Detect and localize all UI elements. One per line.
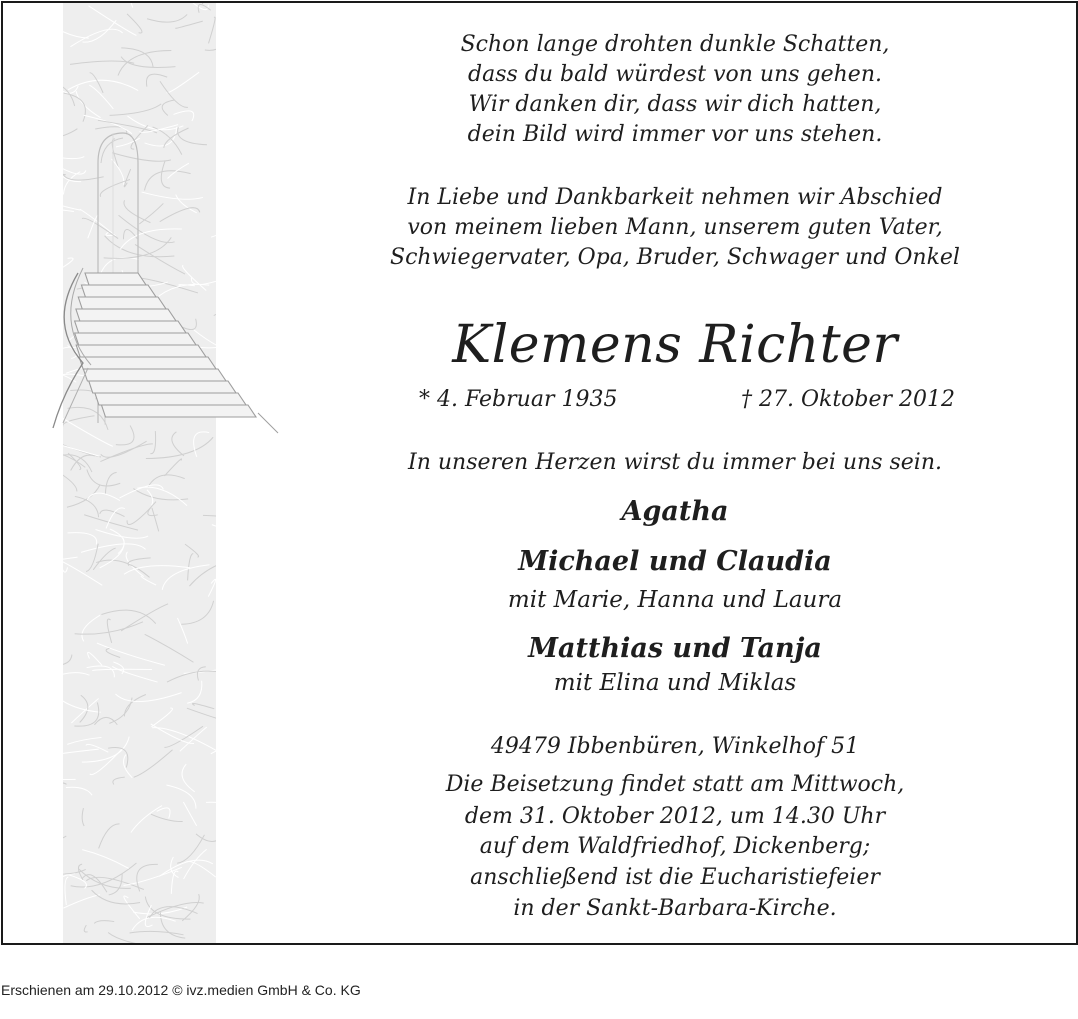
death-date: † 27. Oktober 2012 — [741, 387, 956, 412]
address: 49479 Ibbenbüren, Winkelhof 51 — [490, 734, 860, 759]
publication-footer: Erschienen am 29.10.2012 © ivz.medien GmbH & Co. KG — [1, 982, 361, 998]
poem-line: Schon lange drohten dunkle Schatten, — [460, 32, 890, 57]
funeral-line: in der Sankt-Barbara-Kirche. — [513, 896, 837, 921]
deceased-name: Klemens Richter — [452, 315, 898, 375]
family-spouse: Agatha — [621, 496, 729, 527]
intro-line: In Liebe und Dankbarkeit nehmen wir Abschied — [407, 185, 943, 210]
motto: In unseren Herzen wirst du immer bei uns sein. — [408, 450, 942, 475]
poem-line: Wir danken dir, dass wir dich hatten, — [468, 92, 882, 117]
family-child-2-kids: mit Elina und Miklas — [553, 670, 797, 696]
poem-line: dass du bald würdest von uns gehen. — [468, 62, 882, 87]
staircase-illustration — [43, 123, 283, 453]
obituary-frame — [1, 1, 1078, 945]
funeral-line: auf dem Waldfriedhof, Dickenberg; — [479, 834, 871, 859]
family-child-1: Michael und Claudia — [518, 546, 832, 577]
poem-line: dein Bild wird immer vor uns stehen. — [467, 122, 883, 147]
intro-line: Schwiegervater, Opa, Bruder, Schwager und Onkel — [390, 245, 960, 270]
funeral-line: dem 31. Oktober 2012, um 14.30 Uhr — [464, 804, 886, 829]
intro-line: von meinem lieben Mann, unserem guten Vater, — [407, 215, 943, 240]
birth-date: * 4. Februar 1935 — [419, 387, 618, 412]
funeral-line: anschließend ist die Eucharistiefeier — [470, 865, 880, 890]
funeral-line: Die Beisetzung findet statt am Mittwoch, — [445, 772, 905, 797]
family-child-1-kids: mit Marie, Hanna und Laura — [507, 587, 843, 613]
family-child-2: Matthias und Tanja — [528, 633, 822, 664]
